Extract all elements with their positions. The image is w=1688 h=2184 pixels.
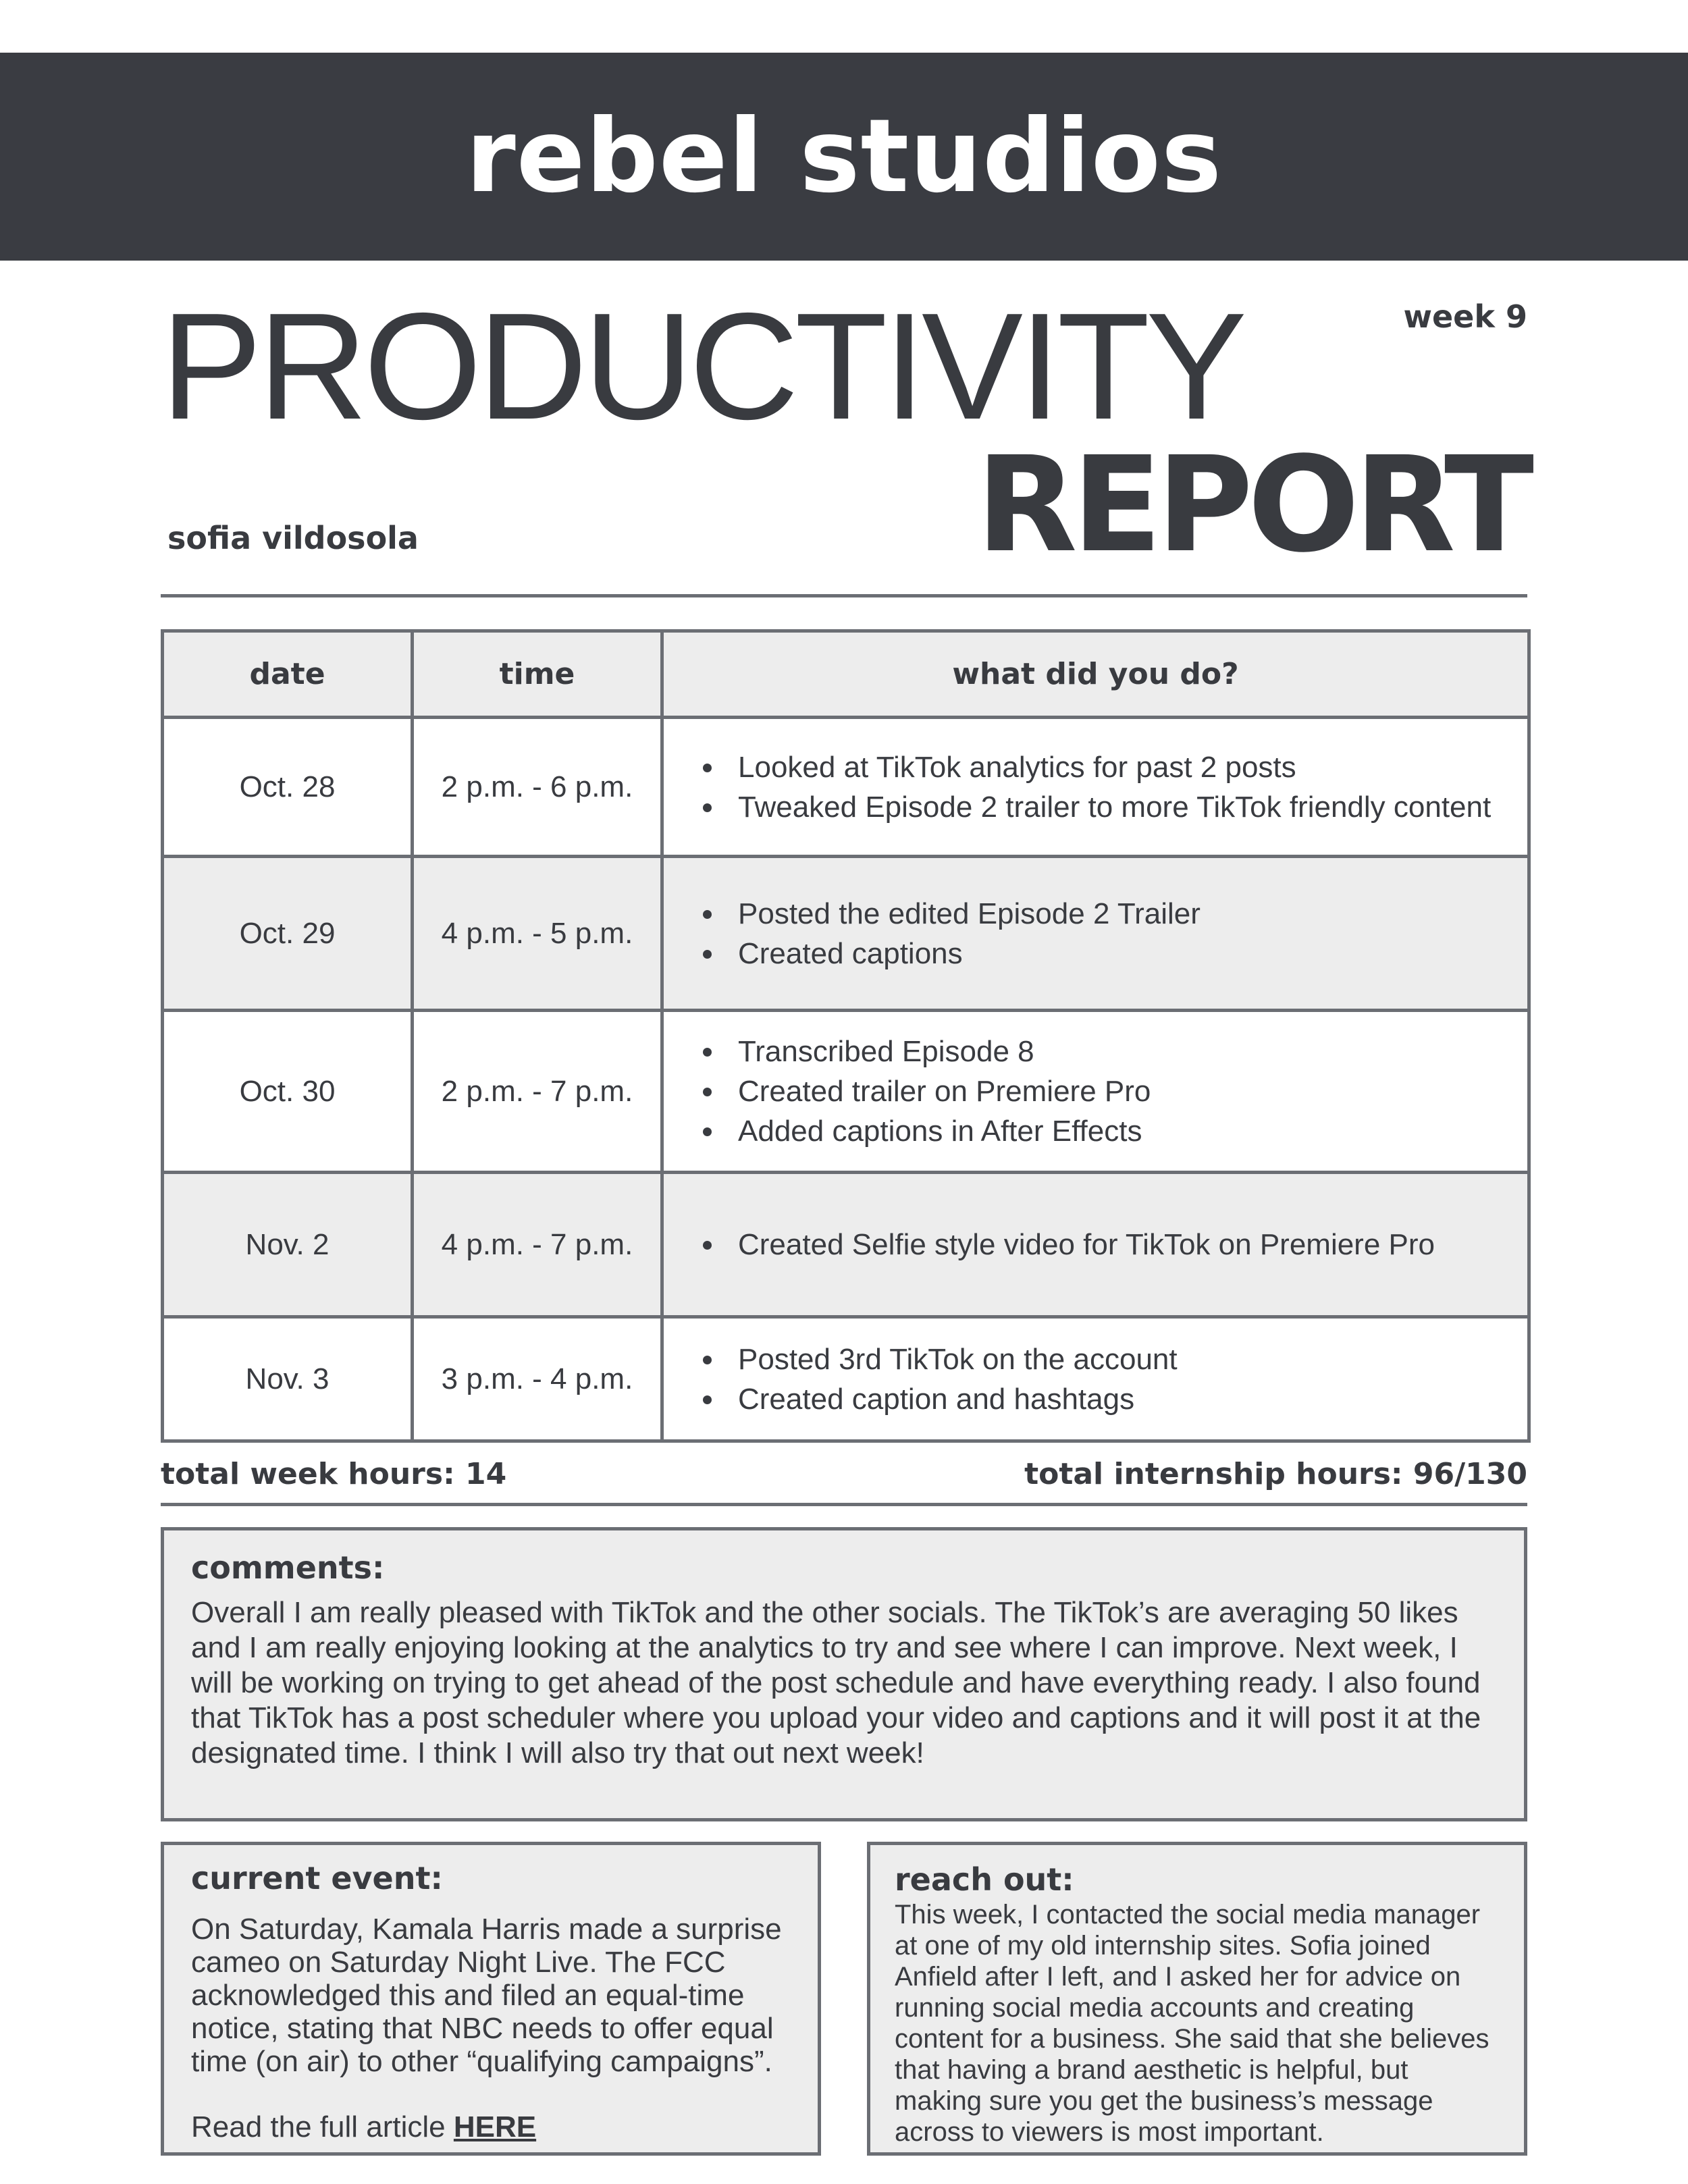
task-item: Created caption and hashtags xyxy=(697,1379,1527,1419)
column-header-date: date xyxy=(163,631,413,718)
task-item: Added captions in After Effects xyxy=(697,1111,1527,1151)
reach-out-body: This week, I contacted the social media manager at one of my old internship sites. Sofia joined Anfield after I left, and I asked her for advice on running social media accounts and creating content for a business. She said that she believes that having a brand aesthetic is helpful, but making sure you get the business’s message across to viewers is most important. xyxy=(895,1900,1489,2147)
task-item: Transcribed Episode 8 xyxy=(697,1032,1527,1071)
current-event-body: On Saturday, Kamala Harris made a surprise cameo on Saturday Night Live. The FCC acknowledged this and filed an equal-time notice, stating that NBC needs to offer equal time (on air) to other “qualifying campaigns”. xyxy=(191,1913,782,2078)
row-time: 2 p.m. - 7 p.m. xyxy=(413,1011,662,1173)
task-item: Tweaked Episode 2 trailer to more TikTok friendly content xyxy=(697,787,1527,827)
row-date: Oct. 30 xyxy=(163,1011,413,1173)
read-article-prefix: Read the full article xyxy=(191,2110,454,2143)
table-row xyxy=(163,1317,1529,1441)
comments-box xyxy=(161,1527,1527,1821)
report-title-line1: PRODUCTIVITY xyxy=(161,281,1244,451)
column-header-time: time xyxy=(413,631,662,718)
total-week-hours: total week hours: 14 xyxy=(161,1457,507,1491)
author-name: sofia vildosola xyxy=(167,520,419,556)
task-item: Looked at TikTok analytics for past 2 posts xyxy=(697,747,1527,787)
table-row xyxy=(163,1011,1529,1173)
column-header-activity: what did you do? xyxy=(662,631,1529,718)
row-tasks xyxy=(662,1011,1529,1173)
row-time: 4 p.m. - 7 p.m. xyxy=(413,1173,662,1317)
task-item: Created Selfie style video for TikTok on Premiere Pro xyxy=(697,1225,1527,1264)
read-article-line xyxy=(191,2110,791,2143)
task-item: Posted 3rd TikTok on the account xyxy=(697,1339,1527,1379)
row-time: 4 p.m. - 5 p.m. xyxy=(413,857,662,1011)
row-tasks xyxy=(662,857,1529,1011)
totals-bar xyxy=(161,1457,1527,1491)
row-date: Oct. 28 xyxy=(163,718,413,857)
task-item: Created captions xyxy=(697,934,1527,974)
activity-table xyxy=(161,629,1531,1443)
brand-title: rebel studios xyxy=(465,98,1223,215)
row-time: 2 p.m. - 6 p.m. xyxy=(413,718,662,857)
row-tasks xyxy=(662,1173,1529,1317)
row-date: Nov. 2 xyxy=(163,1173,413,1317)
current-event-box xyxy=(161,1842,821,2156)
reach-out-heading: reach out: xyxy=(895,1861,1074,1898)
row-tasks xyxy=(662,1317,1529,1441)
article-link[interactable]: HERE xyxy=(453,2110,537,2143)
table-row xyxy=(163,718,1529,857)
table-header-row xyxy=(163,631,1529,718)
row-tasks xyxy=(662,718,1529,857)
row-date: Nov. 3 xyxy=(163,1317,413,1441)
reach-out-box xyxy=(867,1842,1527,2156)
total-internship-hours: total internship hours: 96/130 xyxy=(1024,1457,1527,1491)
row-time: 3 p.m. - 4 p.m. xyxy=(413,1317,662,1441)
current-event-heading: current event: xyxy=(191,1860,443,1896)
divider-top xyxy=(161,594,1527,597)
comments-heading: comments: xyxy=(191,1549,385,1586)
table-row xyxy=(163,857,1529,1011)
header-banner xyxy=(0,53,1688,261)
week-label: week 9 xyxy=(1403,298,1527,335)
report-title-line2: REPORT xyxy=(976,428,1529,581)
row-date: Oct. 29 xyxy=(163,857,413,1011)
divider-bottom xyxy=(161,1503,1527,1506)
comments-body: Overall I am really pleased with TikTok and the other socials. The TikTok’s are averaging 50 likes and I am really enjoying looking at the analytics to try and see where I can improve. Next week, I will be working on trying to get ahead of the post schedule and have everything ready. I also found that TikTok has a post scheduler where you upload your video and captions and it will post it at the designated time. I think I will also try that out next week! xyxy=(191,1596,1481,1769)
task-item: Posted the edited Episode 2 Trailer xyxy=(697,894,1527,934)
table-row xyxy=(163,1173,1529,1317)
task-item: Created trailer on Premiere Pro xyxy=(697,1071,1527,1111)
